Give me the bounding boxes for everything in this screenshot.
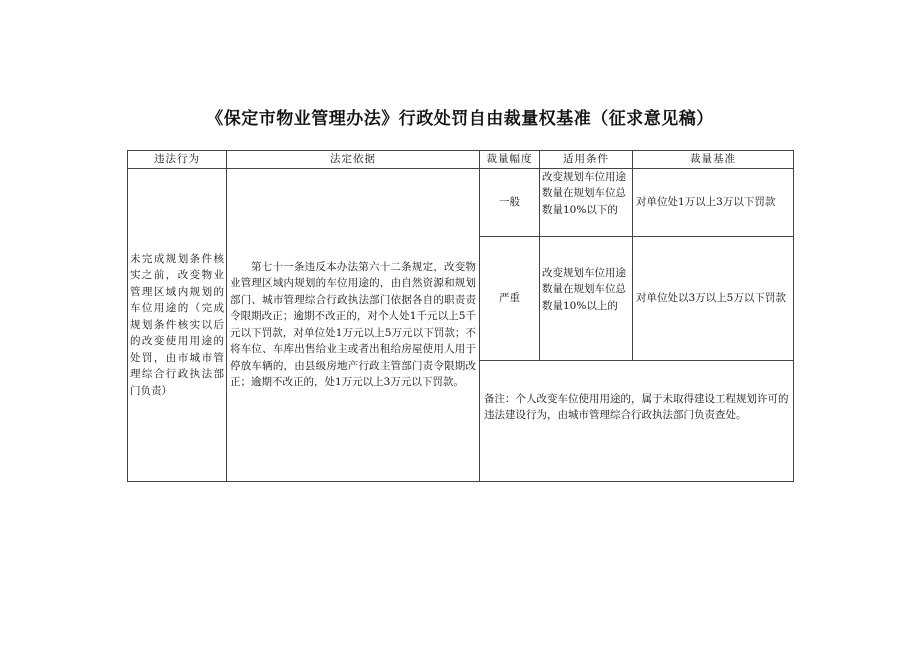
header-standard: 裁量基准 [633, 151, 794, 169]
header-violation: 违法行为 [128, 151, 227, 169]
condition-serious-text: 改变规划车位用途数量在规划车位总数量10%以上的 [542, 266, 626, 312]
legal-basis-cell [227, 168, 480, 482]
degree-serious: 严重 [480, 236, 540, 360]
table-header-row [128, 151, 794, 169]
condition-serious [540, 236, 633, 360]
violation-cell: 未完成规划条件核实之前，改变物业管理区域内规划的车位用途的（完成规划条件核实以后的改变使用用途的处罚，由市城市管理综合行政执法部门负责） [128, 168, 227, 482]
header-degree: 裁量幅度 [480, 151, 540, 169]
header-condition: 适用条件 [540, 151, 633, 169]
condition-general [540, 168, 633, 236]
degree-general: 一般 [480, 168, 540, 236]
legal-basis-text: 第七十一条违反本办法第六十二条规定，改变物业管理区域内规划的车位用途的，由自然资源和规划部门、城市管理综合行政执法部门依据各自的职责责令限期改正；逾期不改正的，对个人处1千元以上5千元以下罚款，对单位处1万元以上5万元以下罚款；不将车位、车库出售给业主或者出租给房屋使用人用于停放车辆的，由县级房地产行政主管部门责令限期改正；逾期不改正的，处1万元以上3万元以下罚款。 [230, 260, 476, 389]
note-text: 备注：个人改变车位使用用途的，属于未取得建设工程规划许可的违法建设行为，由城市管理综合行政执法部门负责查处。 [484, 392, 789, 421]
header-legal-basis: 法定依据 [227, 151, 480, 169]
page-title: 《保定市物业管理办法》行政处罚自由裁量权基准（征求意见稿） [206, 109, 714, 129]
condition-general-text: 改变规划车位用途数量在规划车位总数量10%以下的 [542, 170, 626, 216]
penalty-standard-table [127, 150, 794, 482]
standard-serious: 对单位处以3万以上5万以下罚款 [633, 236, 794, 360]
table-row-general [128, 168, 794, 236]
note-cell [480, 360, 794, 482]
standard-general: 对单位处1万以上3万以下罚款 [633, 168, 794, 236]
